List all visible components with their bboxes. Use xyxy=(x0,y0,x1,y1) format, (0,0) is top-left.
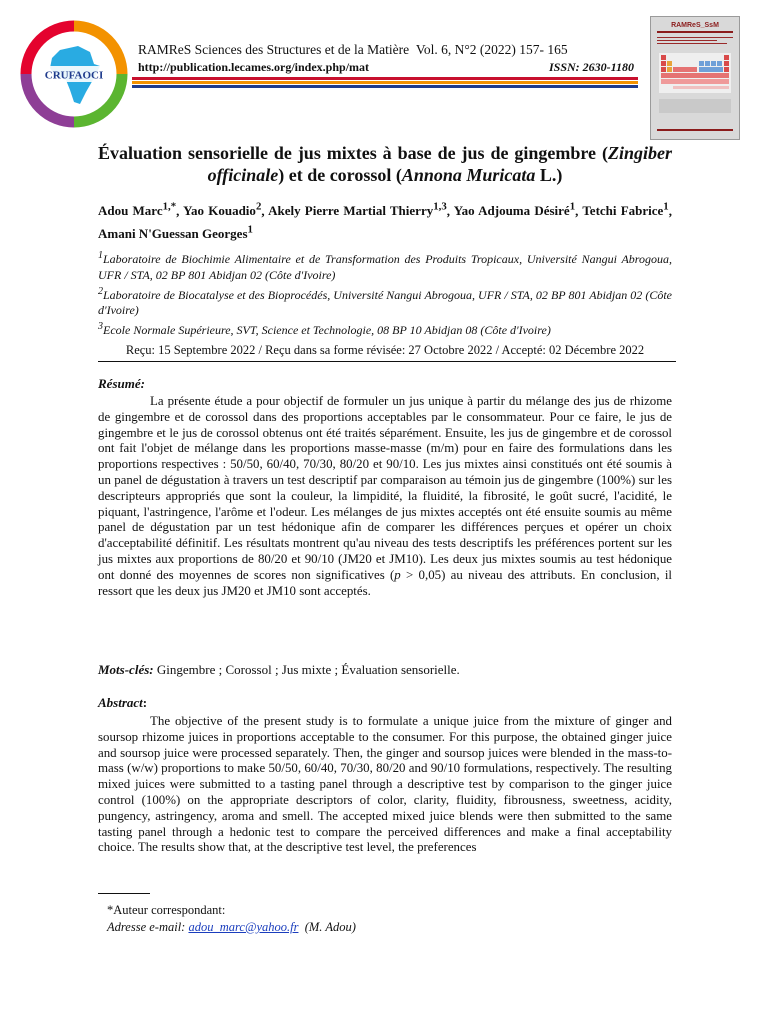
volume-info: Vol. 6, N°2 (2022) 157- 165 xyxy=(415,42,568,57)
crufaoci-logo xyxy=(20,20,128,128)
header-stripes xyxy=(132,77,638,89)
author: Amani N'Guessan Georges$^1$ xyxy=(98,223,253,241)
logo-text: CRUFAOCI xyxy=(44,69,104,82)
resume-text: La présente étude a pour objectif de formuler un jus unique à partir du mélange des jus de rhizome de gingembre et de corossol dans des proportions acceptables par le consommateur. Pour ce faire, le jus de gingembre et le jus de corossol obtenus ont été traités séparément. Ensuite, les jus de gingembre et de corossol ont fait l'objet de mélange dans les proportions masse-masse (m/m) pour en faire des formulations dans les proportions respectives : 50/50, 60/40, 70/30, 80/20 et 90/10. Les jus mixtes ainsi constitués ont été soumis à un panel de dégustation à travers un test descriptif par comparaison au témoin jus de gingembre (100%) sur les descripteurs appropriés que sont la couleur, la limpidité, la fluidité, la fibrosité, le goût sucré, l'acidité, le piquant, l'astringence, l'arôme et l'odeur. Les mélanges de jus mixtes acceptés ont été ensuite soumis au même panel de dégustation par un test hédonique afin de comparer les différences perçues et opérer un choix d'acceptabilité définitif. Les résultats montrent qu'au niveau des tests descriptifs les préférences portent sur les jus mixtes aux proportions de 80/20 et 90/10 (JM20 et JM10). Les deux jus mixtes soumis au test hédonique ont donné des moyennes de scores non significatives (p > 0,05) au niveau des attributs. En conclusion, il ressort que les deux jus JM20 et JM10 sont acceptés. xyxy=(98,394,672,598)
affiliations xyxy=(98,248,672,339)
cover-title: RAMReS_SsM xyxy=(671,22,719,29)
journal-url[interactable]: http://publication.lecames.org/index.php/mat xyxy=(138,60,370,74)
affiliation: $^3$Ecole Normale Supérieure, SVT, Science et Technologie, 08 BP 10 Abidjan 08 (Côte d'Ivoire) xyxy=(98,321,551,338)
author: Yao Kouadio$^2$ xyxy=(183,201,262,219)
affiliation: $^2$Laboratoire de Biocatalyse et des Bioprocédés, Université Nangui Abrogoua, UFR / STA, 02 BP 801 Abidjan 02 (Côte d'Ivoire) xyxy=(98,285,672,318)
journal-title-line xyxy=(138,42,568,58)
email-note: Adresse e-mail: adou_marc@yahoo.fr (M. Adou) xyxy=(107,920,356,934)
email-link[interactable]: adou_marc@yahoo.fr xyxy=(188,920,299,934)
url-line xyxy=(138,60,634,75)
author: Adou Marc$^{1,*}$ xyxy=(98,201,177,219)
keywords: Mots-clés: Gingembre ; Corossol ; Jus mixte ; Évaluation sensorielle. xyxy=(98,662,460,677)
received-dates: Reçu: 15 Septembre 2022 / Reçu dans sa forme révisée: 27 Octobre 2022 / Accepté: 02 Décembre 2022 xyxy=(125,343,645,357)
abstract-text: The objective of the present study is to formulate a unique juice from the mixture of ginger and soursop rhizome juices in proportions acceptable to the consumer. For this purpose, the obtained ginger juice and soursop juice were processed separately. Then, the ginger and soursop juices were blended in the mass-to-mass (w/w) proportions to make 50/50, 60/40, 70/30, 80/20 and 90/10 formulations, respectively. The resulting mixed juices were submitted to a tasting panel through a descriptive test by comparison to the ginger juice control (100%) on the appropriate descriptors of color, clarity, fluidity, fibrousness, sweetness, acidity, pungency, astringency, aroma and smell. The accepted mixed juice blends were then submitted to the same tasting panel through a hedonic test to compare the perceived differences and make a final acceptability choice. The results show that, at the descriptive test level, the preferences xyxy=(98,714,672,855)
author-list: Adou Marc$^{1,*}$, Yao Kouadio$^2$, Akely Pierre Martial Thierry$^{1,3}$, Yao Adjouma Désiré$^1$, Tetchi Fabrice$^1$, Amani N'Guessan Georges$^1$ xyxy=(98,201,672,241)
journal-cover-thumbnail xyxy=(650,16,740,140)
resume-heading: Résumé: xyxy=(98,376,145,391)
abstract-heading: Abstract: xyxy=(98,695,148,710)
issn: ISSN: 2630-1180 xyxy=(548,60,634,74)
author: Yao Adjouma Désiré$^1$ xyxy=(453,201,576,219)
journal-name: RAMReS Sciences des Structures et de la Matière xyxy=(138,42,410,57)
author: Tetchi Fabrice$^1$ xyxy=(582,201,669,219)
article-title: Évaluation sensorielle de jus mixtes à base de jus de gingembre (Zingiber officinale) et de corossol (Annona Muricata L.) xyxy=(98,143,672,185)
corresponding-author-note: *Auteur correspondant: xyxy=(107,903,226,917)
affiliation: $^1$Laboratoire de Biochimie Alimentaire et de Transformation des Produits Tropicaux, Université Nangui Abrogoua, UFR / STA, 02 BP 801 Abidjan 02 (Côte d'Ivoire) xyxy=(98,250,672,282)
footnote-rule xyxy=(98,893,150,894)
divider xyxy=(98,361,676,362)
author: Akely Pierre Martial Thierry$^{1,3}$ xyxy=(268,201,447,219)
